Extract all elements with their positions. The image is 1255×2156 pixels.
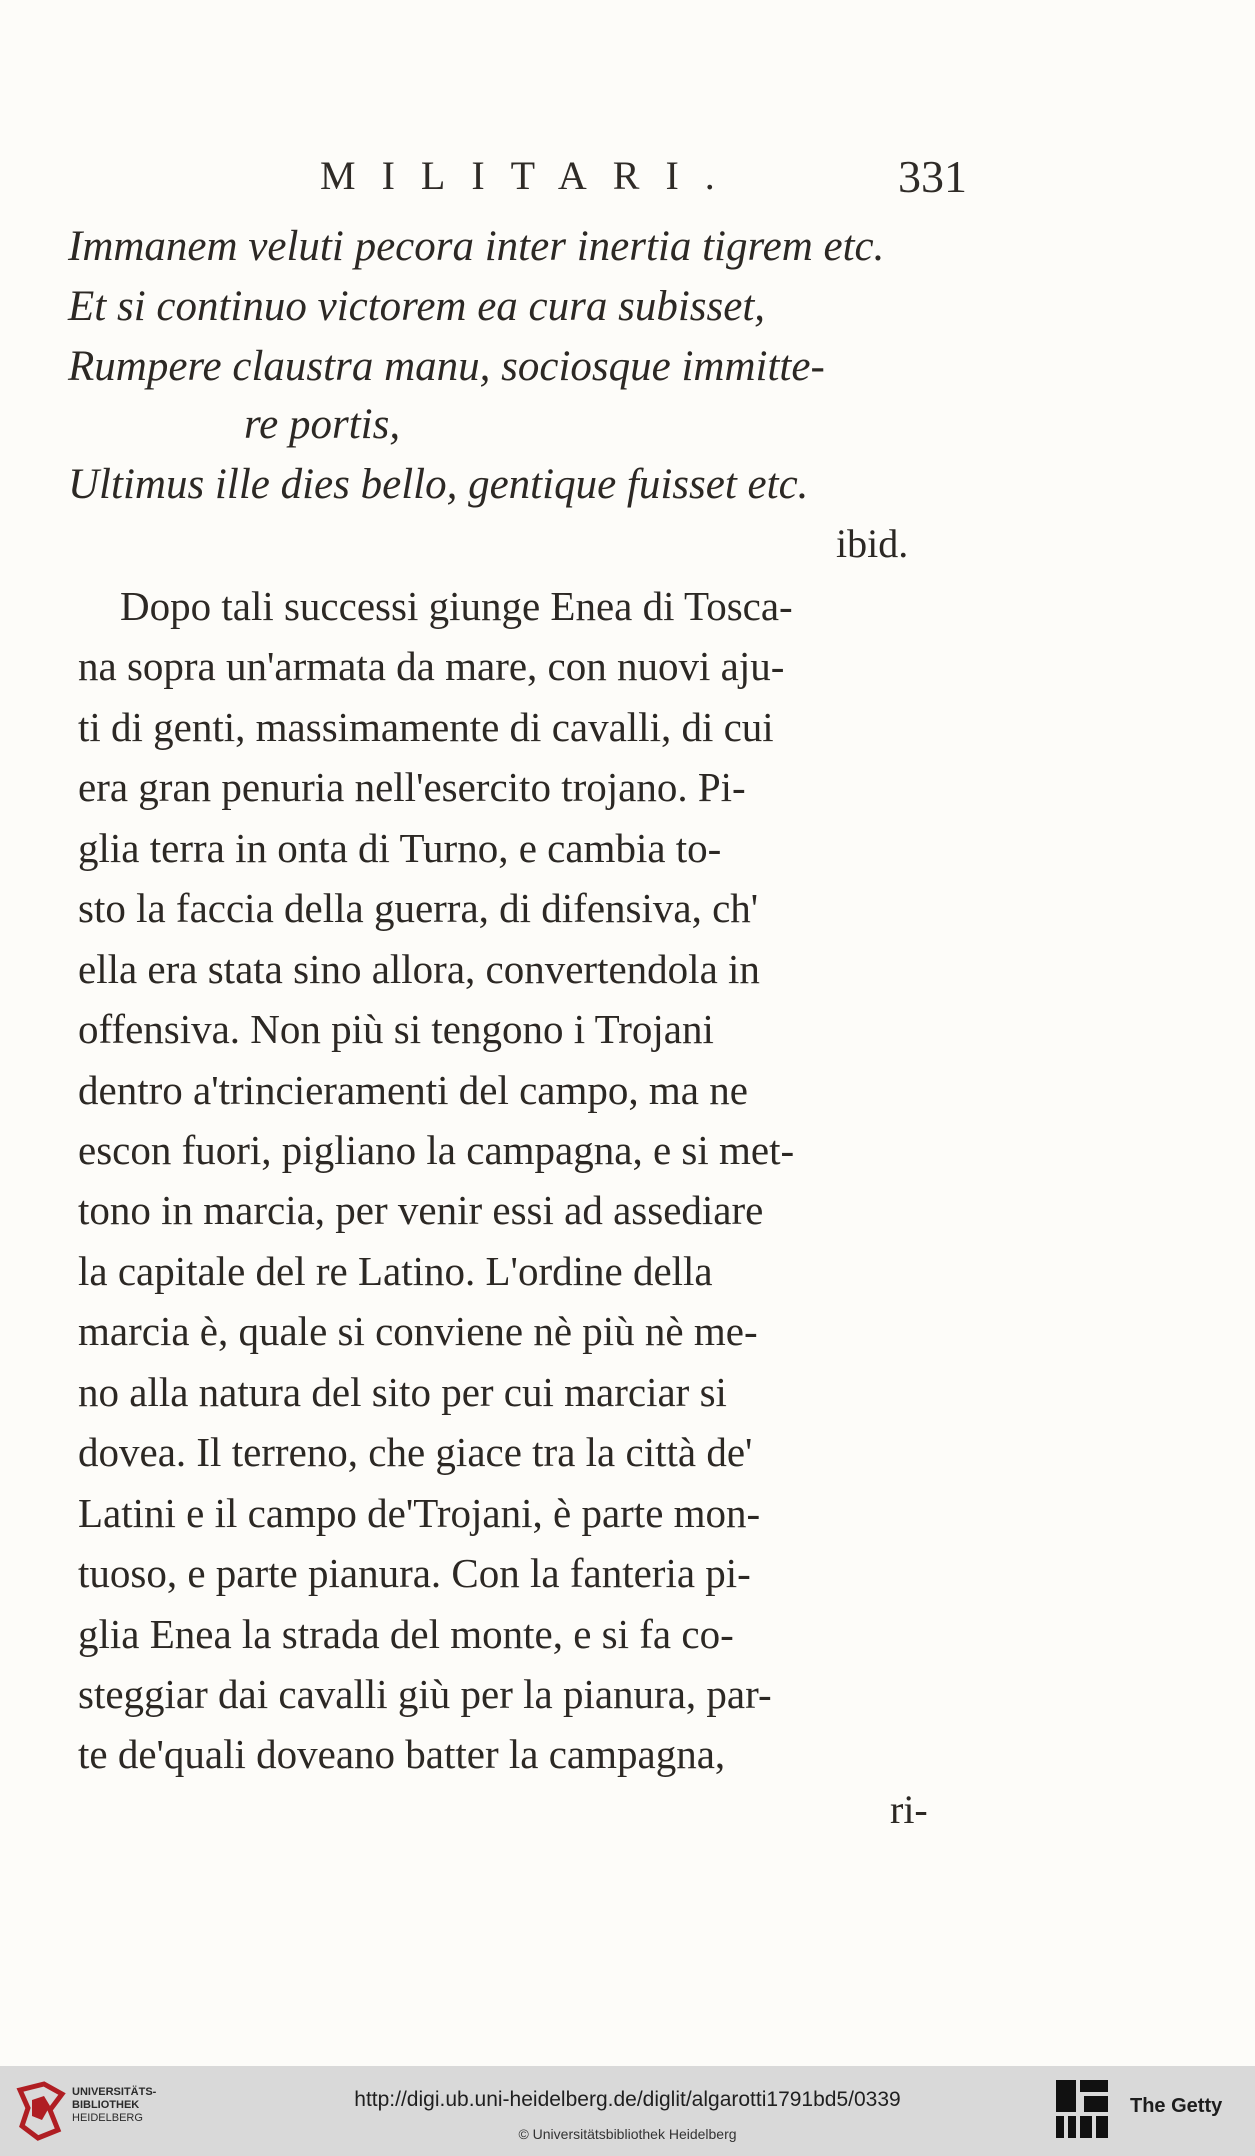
prose-line: ella era stata sino allora, convertendola in [78, 946, 760, 992]
prose-line: tono in marcia, per venir essi ad assediare [78, 1187, 764, 1233]
prose-line: no alla natura del sito per cui marciar si [78, 1369, 727, 1415]
verse-line: re portis, [244, 401, 401, 448]
running-head: MILITARI. [320, 153, 741, 198]
prose-line: dentro a'trincieramenti del campo, ma ne [78, 1067, 748, 1113]
prose-line: offensiva. Non più si tengono i Trojani [78, 1006, 714, 1052]
verse-line: Immanem veluti pecora inter inertia tigrem etc. [68, 223, 885, 270]
prose-line: tuoso, e parte pianura. Con la fanteria pi- [78, 1550, 751, 1596]
prose-line: te de'quali doveano batter la campagna, [78, 1731, 726, 1777]
prose-line: glia Enea la strada del monte, e si fa co- [78, 1611, 734, 1657]
verse-line: Ultimus ille dies bello, gentique fuisset etc. [68, 461, 809, 508]
prose-line: la capitale del re Latino. L'ordine della [78, 1248, 713, 1294]
prose-line: dovea. Il terreno, che giace tra la città de' [78, 1429, 753, 1475]
citation: ibid. [836, 521, 909, 566]
viewer-footer [0, 2066, 1255, 2156]
prose-line: marcia è, quale si conviene nè più nè me- [78, 1308, 758, 1354]
permalink-url[interactable]: http://digi.ub.uni-heidelberg.de/diglit/algarotti1791bd5/0339 [354, 2088, 901, 2111]
prose-line: era gran penuria nell'esercito trojano. Pi- [78, 764, 746, 810]
prose-line: sto la faccia della guerra, di difensiva, ch' [78, 885, 759, 931]
copyright-notice: © Universitätsbibliothek Heidelberg [518, 2126, 737, 2142]
catchword: ri- [890, 1787, 928, 1832]
prose-line: na sopra un'armata da mare, con nuovi aju- [78, 643, 785, 689]
prose-line: Dopo tali successi giunge Enea di Tosca- [120, 583, 793, 629]
verse-line: Et si continuo victorem ea cura subisset, [68, 283, 766, 330]
getty-logo-icon[interactable] [1056, 2080, 1108, 2140]
prose-line: glia terra in onta di Turno, e cambia to- [78, 825, 722, 871]
library-name: UNIVERSITÄTS- BIBLIOTHEK HEIDELBERG [72, 2086, 157, 2124]
prose-line: escon fuori, pigliano la campagna, e si met- [78, 1127, 795, 1173]
prose-line: ti di genti, massimamente di cavalli, di cui [78, 704, 774, 750]
prose-line: Latini e il campo de'Trojani, è parte mon- [78, 1490, 761, 1536]
prose-line: steggiar dai cavalli giù per la pianura, par- [78, 1671, 772, 1717]
partner-name: The Getty [1130, 2095, 1223, 2117]
verse-line: Rumpere claustra manu, sociosque immitte- [68, 343, 825, 390]
page-number: 331 [898, 151, 967, 202]
